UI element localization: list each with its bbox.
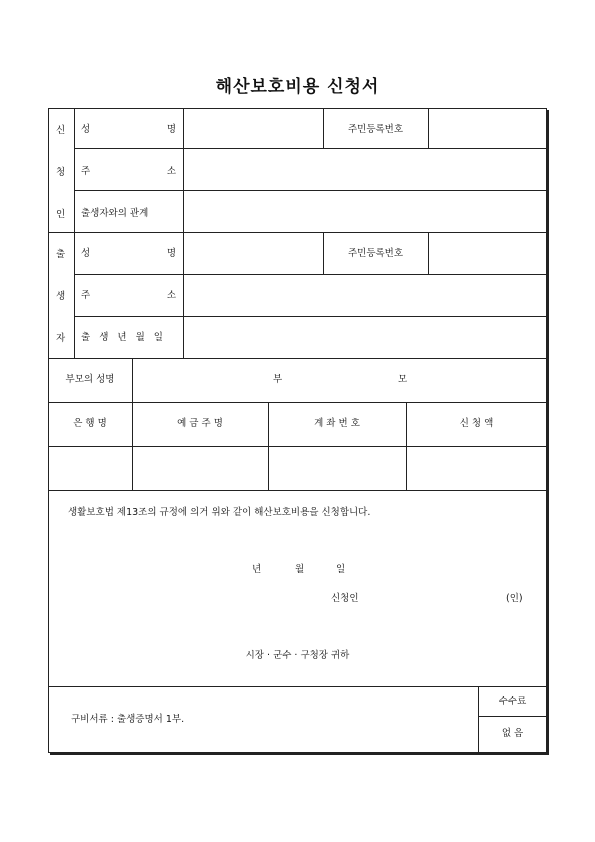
applicant-address-label: 주 소	[81, 166, 176, 177]
divider	[48, 490, 547, 491]
seal-label: (인)	[506, 593, 523, 604]
fee-label: 수수료	[498, 696, 527, 707]
divider	[74, 316, 547, 317]
newborn-address-label: 주 소	[81, 290, 176, 301]
date-year: 년	[252, 564, 262, 575]
statement-text: 생활보호법 제13조의 규정에 의거 위와 같이 해산보호비용을 신청합니다.	[68, 507, 371, 518]
divider	[74, 108, 75, 358]
divider	[74, 190, 547, 191]
newborn-name-label: 성 명	[81, 248, 176, 259]
divider	[183, 108, 184, 358]
date-day: 일	[336, 564, 346, 575]
divider	[74, 274, 547, 275]
divider	[428, 232, 429, 274]
newborn-group-label-2: 생	[56, 291, 66, 302]
document-title: 해산보호비용 신청서	[215, 77, 380, 97]
bank-name-label: 은 행 명	[73, 418, 107, 429]
signer-label: 신청인	[331, 593, 359, 604]
divider	[478, 716, 547, 717]
applicant-relation-label: 출생자와의 관계	[81, 208, 149, 219]
divider	[406, 402, 407, 490]
divider	[268, 402, 269, 490]
applicant-group-label-2: 청	[56, 167, 66, 178]
divider	[48, 402, 547, 403]
parents-label: 부모의 성명	[65, 374, 115, 385]
fee-value: 없 음	[501, 728, 524, 739]
applicant-name-label: 성 명	[81, 124, 176, 135]
divider	[74, 148, 547, 149]
newborn-group-label-3: 자	[56, 333, 66, 344]
mother-label: 모	[398, 374, 408, 385]
amount-label: 신 청 액	[459, 418, 494, 429]
attachments-text: 구비서류 : 출생증명서 1부.	[71, 714, 185, 725]
father-label: 부	[273, 374, 283, 385]
applicant-group-label-3: 인	[56, 209, 66, 220]
divider	[48, 686, 547, 687]
newborn-id-label: 주민등록번호	[347, 248, 404, 259]
newborn-group-label-1: 출	[56, 249, 66, 260]
divider	[48, 446, 547, 447]
divider	[48, 358, 547, 359]
divider	[428, 108, 429, 148]
depositor-label: 예 금 주 명	[177, 418, 223, 429]
divider	[48, 232, 547, 233]
applicant-id-label: 주민등록번호	[347, 124, 404, 135]
newborn-birthdate-label: 출 생 년 월 일	[81, 332, 166, 343]
date-month: 월	[295, 564, 305, 575]
account-number-label: 계 좌 번 호	[314, 418, 360, 429]
applicant-group-label-1: 신	[56, 125, 66, 136]
addressee-text: 시장 · 군수 · 구청장 귀하	[245, 650, 350, 661]
